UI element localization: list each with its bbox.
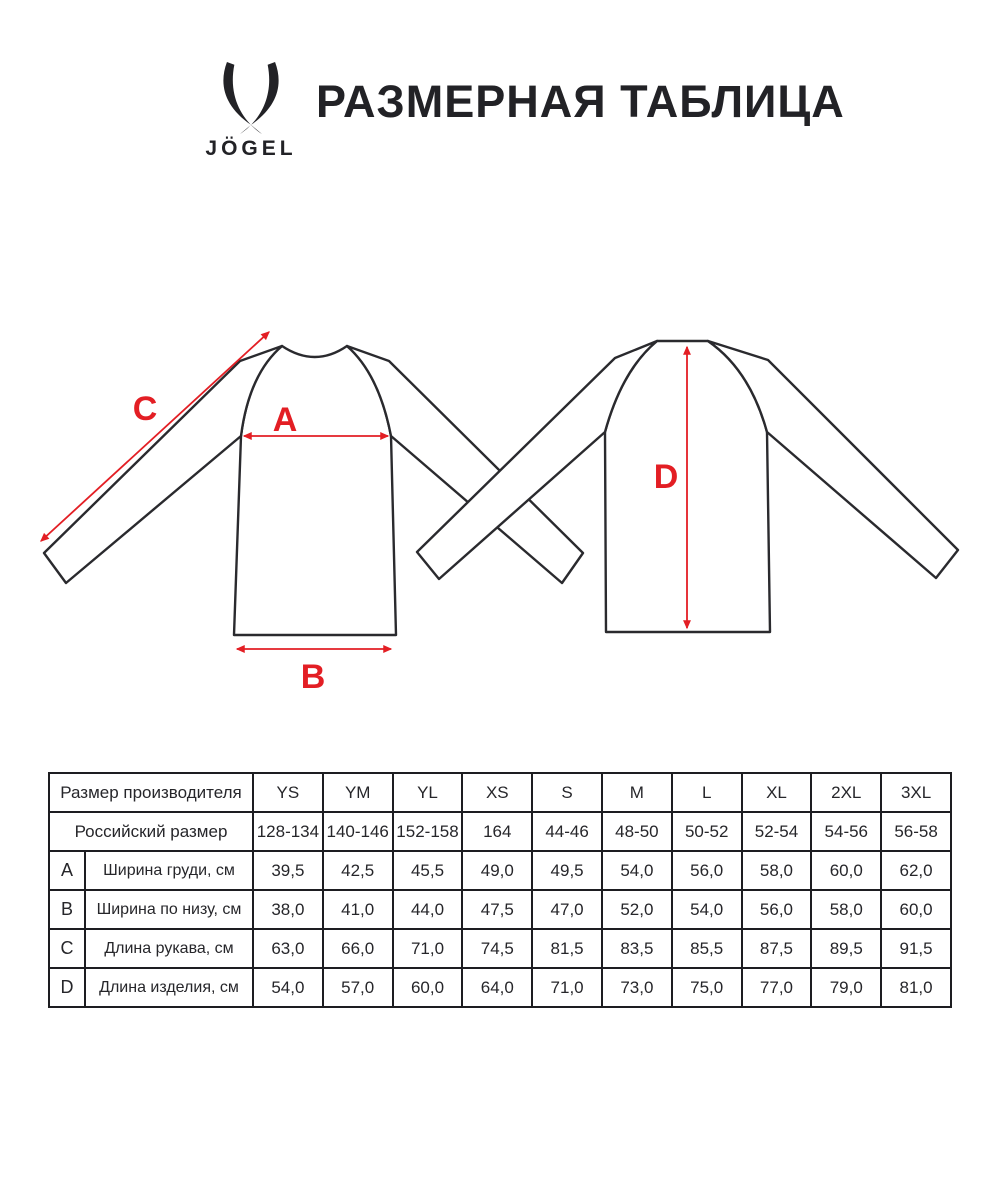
table-cell: 44-46: [532, 812, 602, 851]
front-torso-outline: [234, 346, 396, 635]
table-row-bottom-width: [49, 890, 951, 929]
table-cell: M: [602, 773, 672, 812]
table-cell: 41,0: [323, 890, 393, 929]
row-parameter-name: Ширина груди, см: [85, 851, 253, 890]
table-cell: XL: [742, 773, 812, 812]
table-cell: 60,0: [393, 968, 463, 1007]
page-title: РАЗМЕРНАЯ ТАБЛИЦА: [316, 76, 845, 127]
table-cell: XS: [462, 773, 532, 812]
table-cell: 54-56: [811, 812, 881, 851]
table-cell: 58,0: [742, 851, 812, 890]
dimension-label-d: D: [653, 458, 679, 496]
table-row-sleeve-length: [49, 929, 951, 968]
table-cell: 56,0: [742, 890, 812, 929]
table-cell: 44,0: [393, 890, 463, 929]
table-cell: 49,5: [532, 851, 602, 890]
table-cell: 2XL: [811, 773, 881, 812]
row-parameter-name: Длина рукава, см: [85, 929, 253, 968]
table-cell: 87,5: [742, 929, 812, 968]
table-cell: 71,0: [532, 968, 602, 1007]
table-cell: YS: [253, 773, 323, 812]
table-cell: 75,0: [672, 968, 742, 1007]
table-cell: 39,5: [253, 851, 323, 890]
table-cell: 83,5: [602, 929, 672, 968]
brand-logo-text: JÖGEL: [205, 137, 297, 160]
table-cell: 128-134: [253, 812, 323, 851]
table-cell: 64,0: [462, 968, 532, 1007]
brand-logo: [190, 62, 312, 161]
table-cell: 54,0: [602, 851, 672, 890]
table-row-garment-length: [49, 968, 951, 1007]
dimension-label-b: B: [300, 658, 326, 696]
table-cell: 66,0: [323, 929, 393, 968]
table-cell: 79,0: [811, 968, 881, 1007]
table-cell: 164: [462, 812, 532, 851]
table-cell: 56,0: [672, 851, 742, 890]
row-header: Размер производителя: [49, 773, 253, 812]
row-letter: A: [49, 851, 85, 890]
table-row-chest-width: [49, 851, 951, 890]
row-letter: B: [49, 890, 85, 929]
dimension-label-c: C: [132, 390, 158, 428]
table-cell: 73,0: [602, 968, 672, 1007]
table-cell: 77,0: [742, 968, 812, 1007]
table-cell: 50-52: [672, 812, 742, 851]
table-cell: 42,5: [323, 851, 393, 890]
table-cell: 74,5: [462, 929, 532, 968]
table-cell: 45,5: [393, 851, 463, 890]
table-cell: 89,5: [811, 929, 881, 968]
table-cell: 54,0: [253, 968, 323, 1007]
table-cell: 85,5: [672, 929, 742, 968]
table-cell: 47,5: [462, 890, 532, 929]
table-cell: 56-58: [881, 812, 951, 851]
table-cell: S: [532, 773, 602, 812]
table-cell: 60,0: [881, 890, 951, 929]
jogel-emblem-icon: [208, 62, 294, 136]
table-cell: 47,0: [532, 890, 602, 929]
table-cell: 58,0: [811, 890, 881, 929]
table-cell: 140-146: [323, 812, 393, 851]
row-letter: D: [49, 968, 85, 1007]
table-cell: 71,0: [393, 929, 463, 968]
table-cell: 52,0: [602, 890, 672, 929]
row-parameter-name: Ширина по низу, см: [85, 890, 253, 929]
table-cell: 62,0: [881, 851, 951, 890]
table-cell: 3XL: [881, 773, 951, 812]
table-cell: 49,0: [462, 851, 532, 890]
table-cell: 57,0: [323, 968, 393, 1007]
table-cell: YL: [393, 773, 463, 812]
table-cell: YM: [323, 773, 393, 812]
row-parameter-name: Длина изделия, см: [85, 968, 253, 1007]
size-table: [48, 772, 952, 1008]
table-cell: 52-54: [742, 812, 812, 851]
table-cell: 81,5: [532, 929, 602, 968]
table-cell: L: [672, 773, 742, 812]
table-row-russian-size: [49, 812, 951, 851]
garment-measure-diagram: [0, 300, 998, 760]
table-cell: 91,5: [881, 929, 951, 968]
table-cell: 60,0: [811, 851, 881, 890]
table-cell: 38,0: [253, 890, 323, 929]
row-letter: C: [49, 929, 85, 968]
table-cell: 48-50: [602, 812, 672, 851]
dimension-label-a: A: [272, 401, 298, 439]
row-header: Российский размер: [49, 812, 253, 851]
table-cell: 81,0: [881, 968, 951, 1007]
table-cell: 63,0: [253, 929, 323, 968]
table-cell: 152-158: [393, 812, 463, 851]
table-row-manufacturer-size: [49, 773, 951, 812]
table-cell: 54,0: [672, 890, 742, 929]
